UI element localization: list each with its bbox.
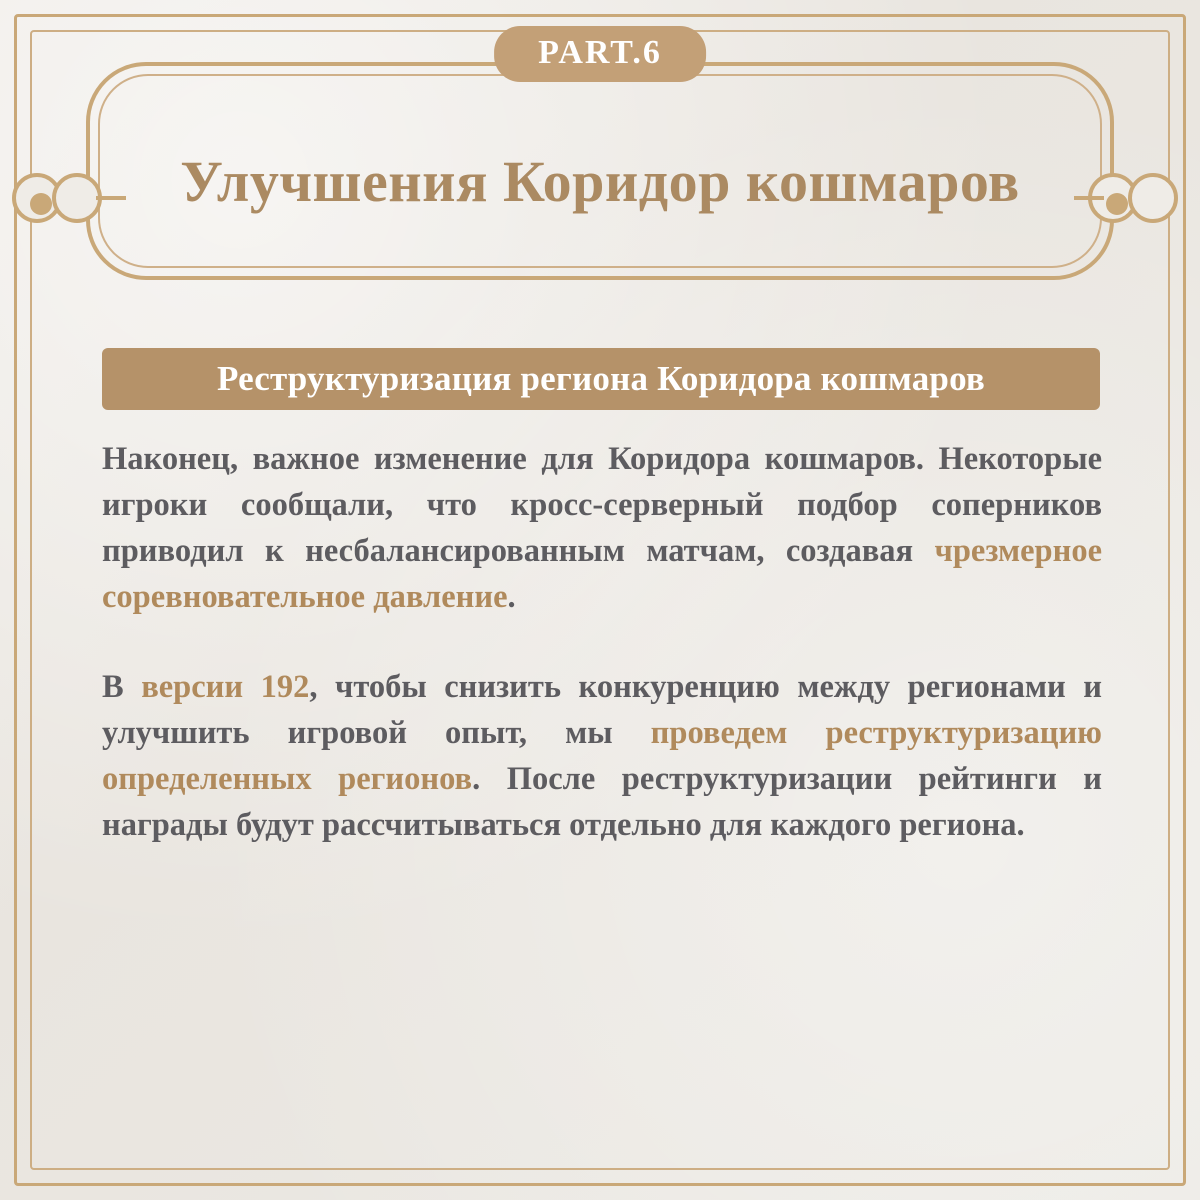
paragraph-2-text-part-2: , чтобы снизить конкуренцию между регионами и улучшить игровой опыт, мы: [102, 669, 1102, 751]
ornament-left: [12, 171, 112, 227]
paragraph-1: [102, 436, 1102, 620]
ornament-bar: [96, 196, 126, 200]
page-title: Улучшения Коридор кошмаров: [180, 149, 1020, 214]
part-label-tab: PART.6: [494, 26, 706, 82]
ornament-dot-icon: [1106, 193, 1128, 215]
ornament-right: [1088, 171, 1188, 227]
paragraph-1-accent-1: чрезмерное соревновательное давление: [102, 533, 1102, 615]
section-heading-banner: [102, 348, 1100, 410]
ornament-ring-icon: [52, 173, 102, 223]
paragraph-2-text-part-3: . После реструктуризации рейтинги и награды будут рассчитываться отдельно для каждого региона.: [102, 761, 1102, 843]
paragraph-2-accent-2: проведем реструктуризацию определенных регионов: [102, 715, 1103, 797]
body-content: [102, 436, 1102, 848]
paragraph-2-text-part-1: В: [102, 669, 142, 705]
paragraph-1-text-part-2: .: [507, 579, 516, 615]
header-banner: [86, 62, 1114, 280]
ornament-bar: [1074, 196, 1104, 200]
ornament-ring-icon: [1128, 173, 1178, 223]
ornament-dot-icon: [30, 193, 52, 215]
section-heading-text: Реструктуризация региона Коридора кошмаров: [216, 359, 986, 398]
paragraph-1-text-part-1: Наконец, важное изменение для Коридора кошмаров. Некоторые игроки сообщали, что кросс-серверный подбор соперников приводил к несбалансированным матчам, создавая: [102, 441, 1102, 569]
paragraph-2: [102, 664, 1102, 848]
paragraph-2-accent-1: версии 192: [141, 669, 310, 705]
